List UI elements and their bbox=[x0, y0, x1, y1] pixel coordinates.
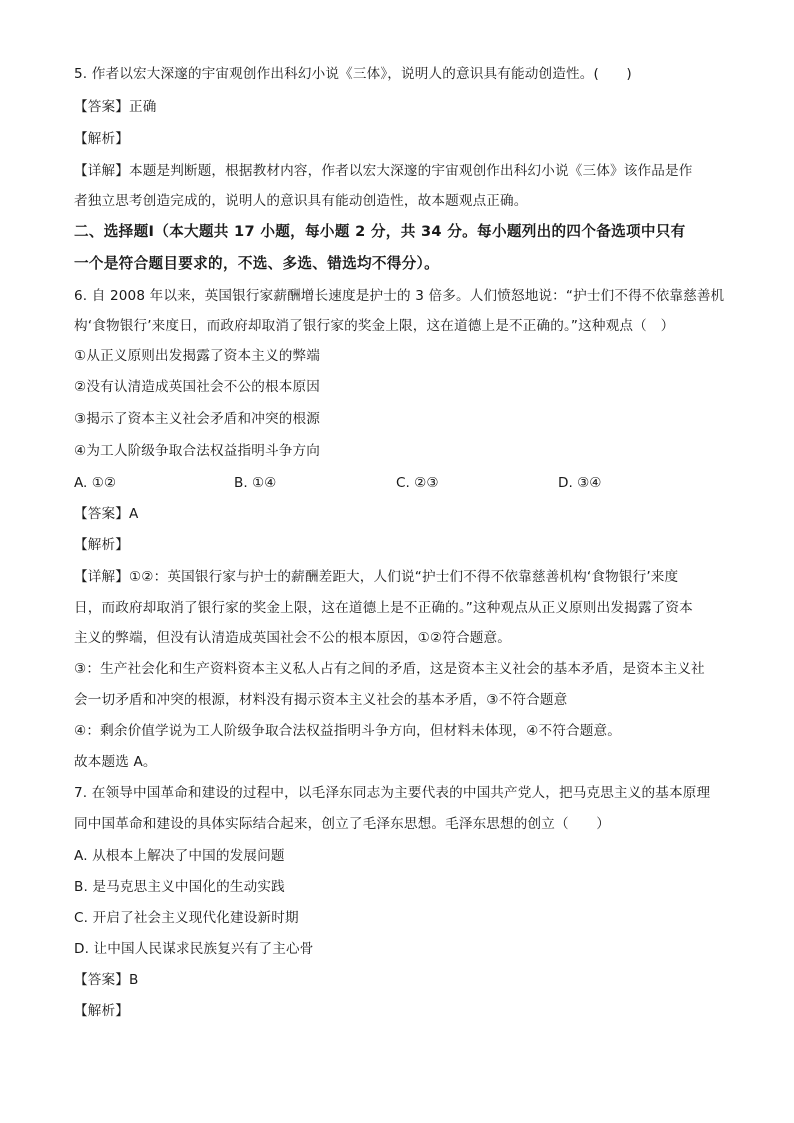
q7-stem-line-2: 同中国革命和建设的具体实际结合起来，创立了毛泽东思想。毛泽东思想的创立（ ） bbox=[74, 816, 611, 832]
q7-option-d: D. 让中国人民谋求民族复兴有了主心骨 bbox=[74, 941, 314, 957]
q7-analysis-heading: 【解析】 bbox=[74, 1003, 129, 1019]
q5-detail-line-2: 者独立思考创造完成的，说明人的意识具有能动创造性，故本题观点正确。 bbox=[74, 193, 528, 209]
q5-answer: 【答案】正确 bbox=[74, 99, 157, 115]
q6-answer: 【答案】A bbox=[74, 506, 139, 522]
q5-detail-line-1: 【详解】本题是判断题，根据教材内容，作者以宏大深邃的宇宙观创作出科幻小说《三体》该作品是作 bbox=[74, 163, 693, 179]
q6-option-c: C. ②③ bbox=[396, 475, 439, 491]
q6-statement-2: ②没有认清造成英国社会不公的根本原因 bbox=[74, 379, 320, 395]
q6-statement-3: ③揭示了资本主义社会矛盾和冲突的根源 bbox=[74, 411, 320, 427]
q6-option-b: B. ①④ bbox=[234, 475, 277, 491]
q7-option-c: C. 开启了社会主义现代化建设新时期 bbox=[74, 910, 299, 926]
q7-option-b: B. 是马克思主义中国化的生动实践 bbox=[74, 879, 285, 895]
q7-answer: 【答案】B bbox=[74, 972, 139, 988]
q6-conclusion: 故本题选 A。 bbox=[74, 754, 157, 770]
q5-analysis-heading: 【解析】 bbox=[74, 131, 129, 147]
q6-detail-line-2: 日，而政府却取消了银行家的奖金上限，这在道德上是不正确的。”这种观点从正义原则出发揭露了资本 bbox=[74, 600, 693, 616]
q6-detail-line-3: 主义的弊端，但没有认清造成英国社会不公的根本原因，①②符合题意。 bbox=[74, 630, 511, 646]
q7-stem-line-1: 7. 在领导中国革命和建设的过程中，以毛泽东同志为主要代表的中国共产党人，把马克思主义的基本原理 bbox=[74, 785, 711, 801]
q6-option-d: D. ③④ bbox=[558, 475, 602, 491]
q6-analysis-heading: 【解析】 bbox=[74, 537, 129, 553]
q6-detail-line-4: ③：生产社会化和生产资料资本主义私人占有之间的矛盾，这是资本主义社会的基本矛盾，是资本主义社 bbox=[74, 661, 705, 677]
q6-statement-4: ④为工人阶级争取合法权益指明斗争方向 bbox=[74, 443, 320, 459]
q6-statement-1: ①从正义原则出发揭露了资本主义的弊端 bbox=[74, 348, 320, 364]
q6-stem-line-2: 构‘食物银行’来度日，而政府却取消了银行家的奖金上限，这在道德上是不正确的。”这种观点（ ） bbox=[74, 318, 675, 334]
q6-detail-line-5: 会一切矛盾和冲突的根源，材料没有揭示资本主义社会的基本矛盾，③不符合题意 bbox=[74, 692, 568, 708]
q6-detail-line-6: ④：剩余价值学说为工人阶级争取合法权益指明斗争方向，但材料未体现，④不符合题意。 bbox=[74, 723, 621, 739]
q5-stem: 5. 作者以宏大深邃的宇宙观创作出科幻小说《三体》，说明人的意识具有能动创造性。( ) bbox=[74, 66, 632, 82]
section-heading-line-2: 一个是符合题目要求的，不选、多选、错选均不得分）。 bbox=[74, 255, 440, 272]
q6-detail-line-1: 【详解】①②：英国银行家与护士的薪酬差距大，人们说“护士们不得不依靠慈善机构‘食物银行’来度 bbox=[74, 569, 679, 585]
q6-stem-line-1: 6. 自 2008 年以来，英国银行家薪酬增长速度是护士的 3 倍多。人们愤怒地说：“护士们不得不依靠慈善机 bbox=[74, 288, 725, 304]
q7-option-a: A. 从根本上解决了中国的发展问题 bbox=[74, 848, 285, 864]
section-heading-line-1: 二、选择题Ⅰ（本大题共 17 小题，每小题 2 分，共 34 分。每小题列出的四个备选项中只有 bbox=[74, 223, 686, 240]
q6-option-a: A. ①② bbox=[74, 475, 117, 491]
